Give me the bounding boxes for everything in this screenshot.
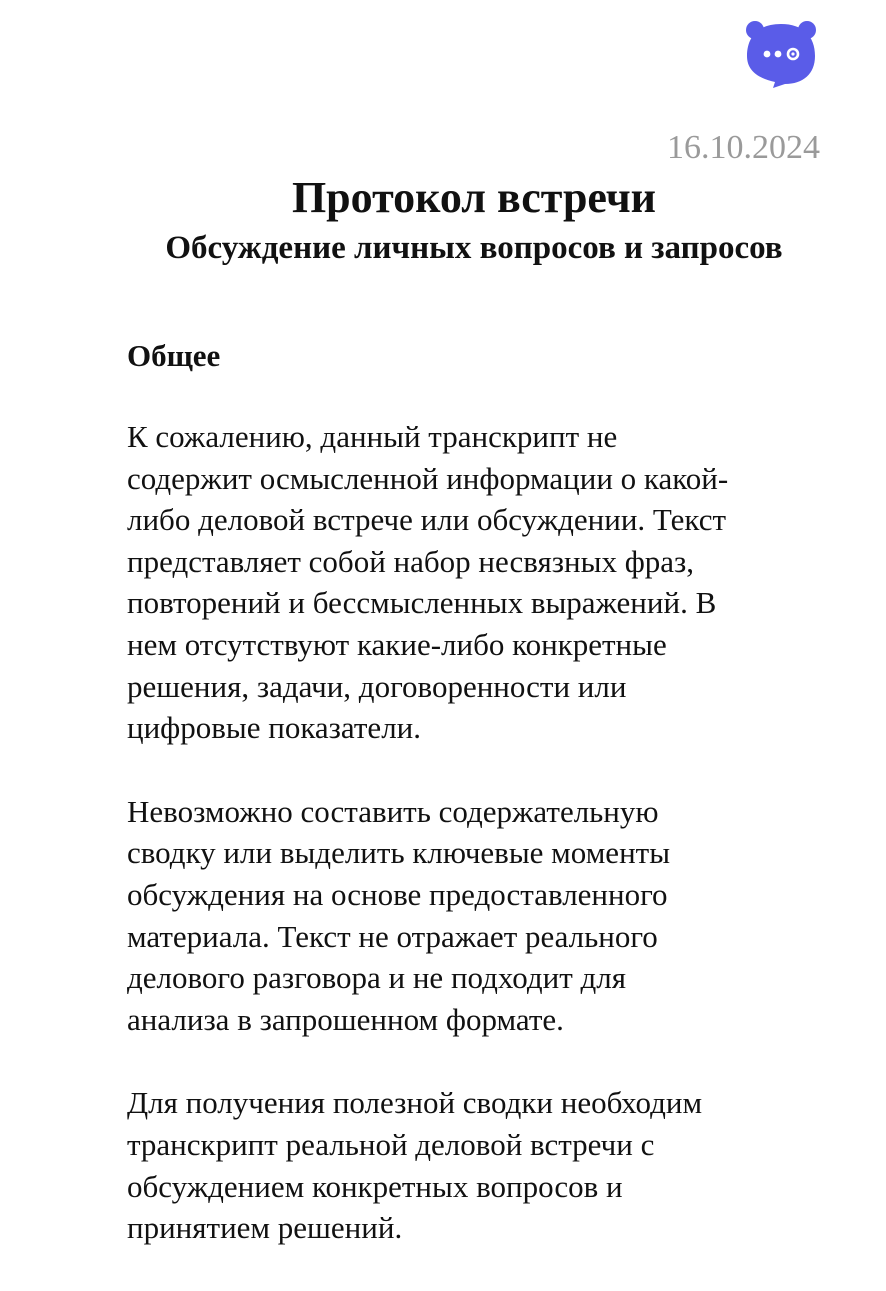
document-subtitle: Обсуждение личных вопросов и запросов	[165, 230, 783, 266]
document-body	[127, 336, 827, 1291]
paragraph-3: Для получения полезной сводки необходим транскрипт реальной деловой встречи с обсуждением конкретных вопросов и принятием решений.	[127, 1085, 703, 1246]
paragraph-1: К сожалению, данный транскрипт не содержит осмысленной информации о какой- либо деловой встрече или обсуждении. Текст представляет собой набор несвязных фраз, повторений и бессмысленных выражений. В нем отсутствуют какие-либо конкретные решения, задачи, договоренности или цифровые показатели.	[127, 419, 729, 746]
section-heading: Общее	[127, 338, 221, 373]
document-title: Протокол встречи	[291, 173, 657, 222]
paragraph-2: Невозможно составить содержательную сводку или выделить ключевые моменты обсуждения на основе предоставленного материала. Текст не отражает реального делового разговора и не подходит для анализа в запрошенном формате.	[127, 793, 671, 1037]
bear-chat-bubble-icon	[745, 18, 817, 90]
document-date: 16.10.2024	[667, 129, 820, 166]
